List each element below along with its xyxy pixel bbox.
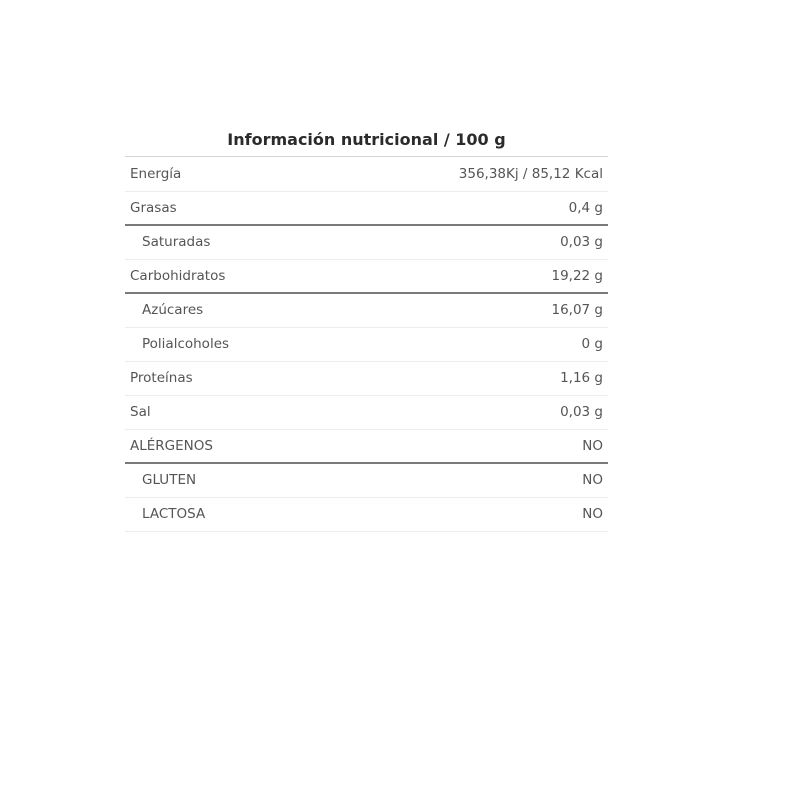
row-value: NO xyxy=(325,429,608,463)
table-row-lactosa xyxy=(125,497,608,531)
nutrition-panel xyxy=(125,126,608,532)
table-row-gluten xyxy=(125,463,608,497)
table-row-saturadas xyxy=(125,225,608,259)
row-label: Azúcares xyxy=(125,293,325,327)
table-row-alergenos xyxy=(125,429,608,463)
row-label: GLUTEN xyxy=(125,463,325,497)
row-value: 1,16 g xyxy=(325,361,608,395)
table-row-carbohidratos xyxy=(125,259,608,293)
row-label: ALÉRGENOS xyxy=(125,429,325,463)
row-label: Polialcoholes xyxy=(125,327,325,361)
row-value: 0,03 g xyxy=(325,395,608,429)
table-row-polialcoholes xyxy=(125,327,608,361)
table-row-energia xyxy=(125,157,608,191)
row-label: Proteínas xyxy=(125,361,325,395)
row-label: Carbohidratos xyxy=(125,259,325,293)
nutrition-title: Información nutricional / 100 g xyxy=(125,126,608,157)
row-value: NO xyxy=(325,497,608,531)
row-label: Sal xyxy=(125,395,325,429)
table-row-sal xyxy=(125,395,608,429)
row-label: Grasas xyxy=(125,191,325,225)
table-row-grasas xyxy=(125,191,608,225)
row-value: 16,07 g xyxy=(325,293,608,327)
table-row-azucares xyxy=(125,293,608,327)
row-value: 19,22 g xyxy=(325,259,608,293)
row-label: Energía xyxy=(125,157,325,191)
table-row-proteinas xyxy=(125,361,608,395)
row-value: NO xyxy=(325,463,608,497)
row-value: 0 g xyxy=(325,327,608,361)
row-value: 356,38Kj / 85,12 Kcal xyxy=(325,157,608,191)
row-label: LACTOSA xyxy=(125,497,325,531)
nutrition-table xyxy=(125,157,608,532)
row-value: 0,4 g xyxy=(325,191,608,225)
row-label: Saturadas xyxy=(125,225,325,259)
row-value: 0,03 g xyxy=(325,225,608,259)
